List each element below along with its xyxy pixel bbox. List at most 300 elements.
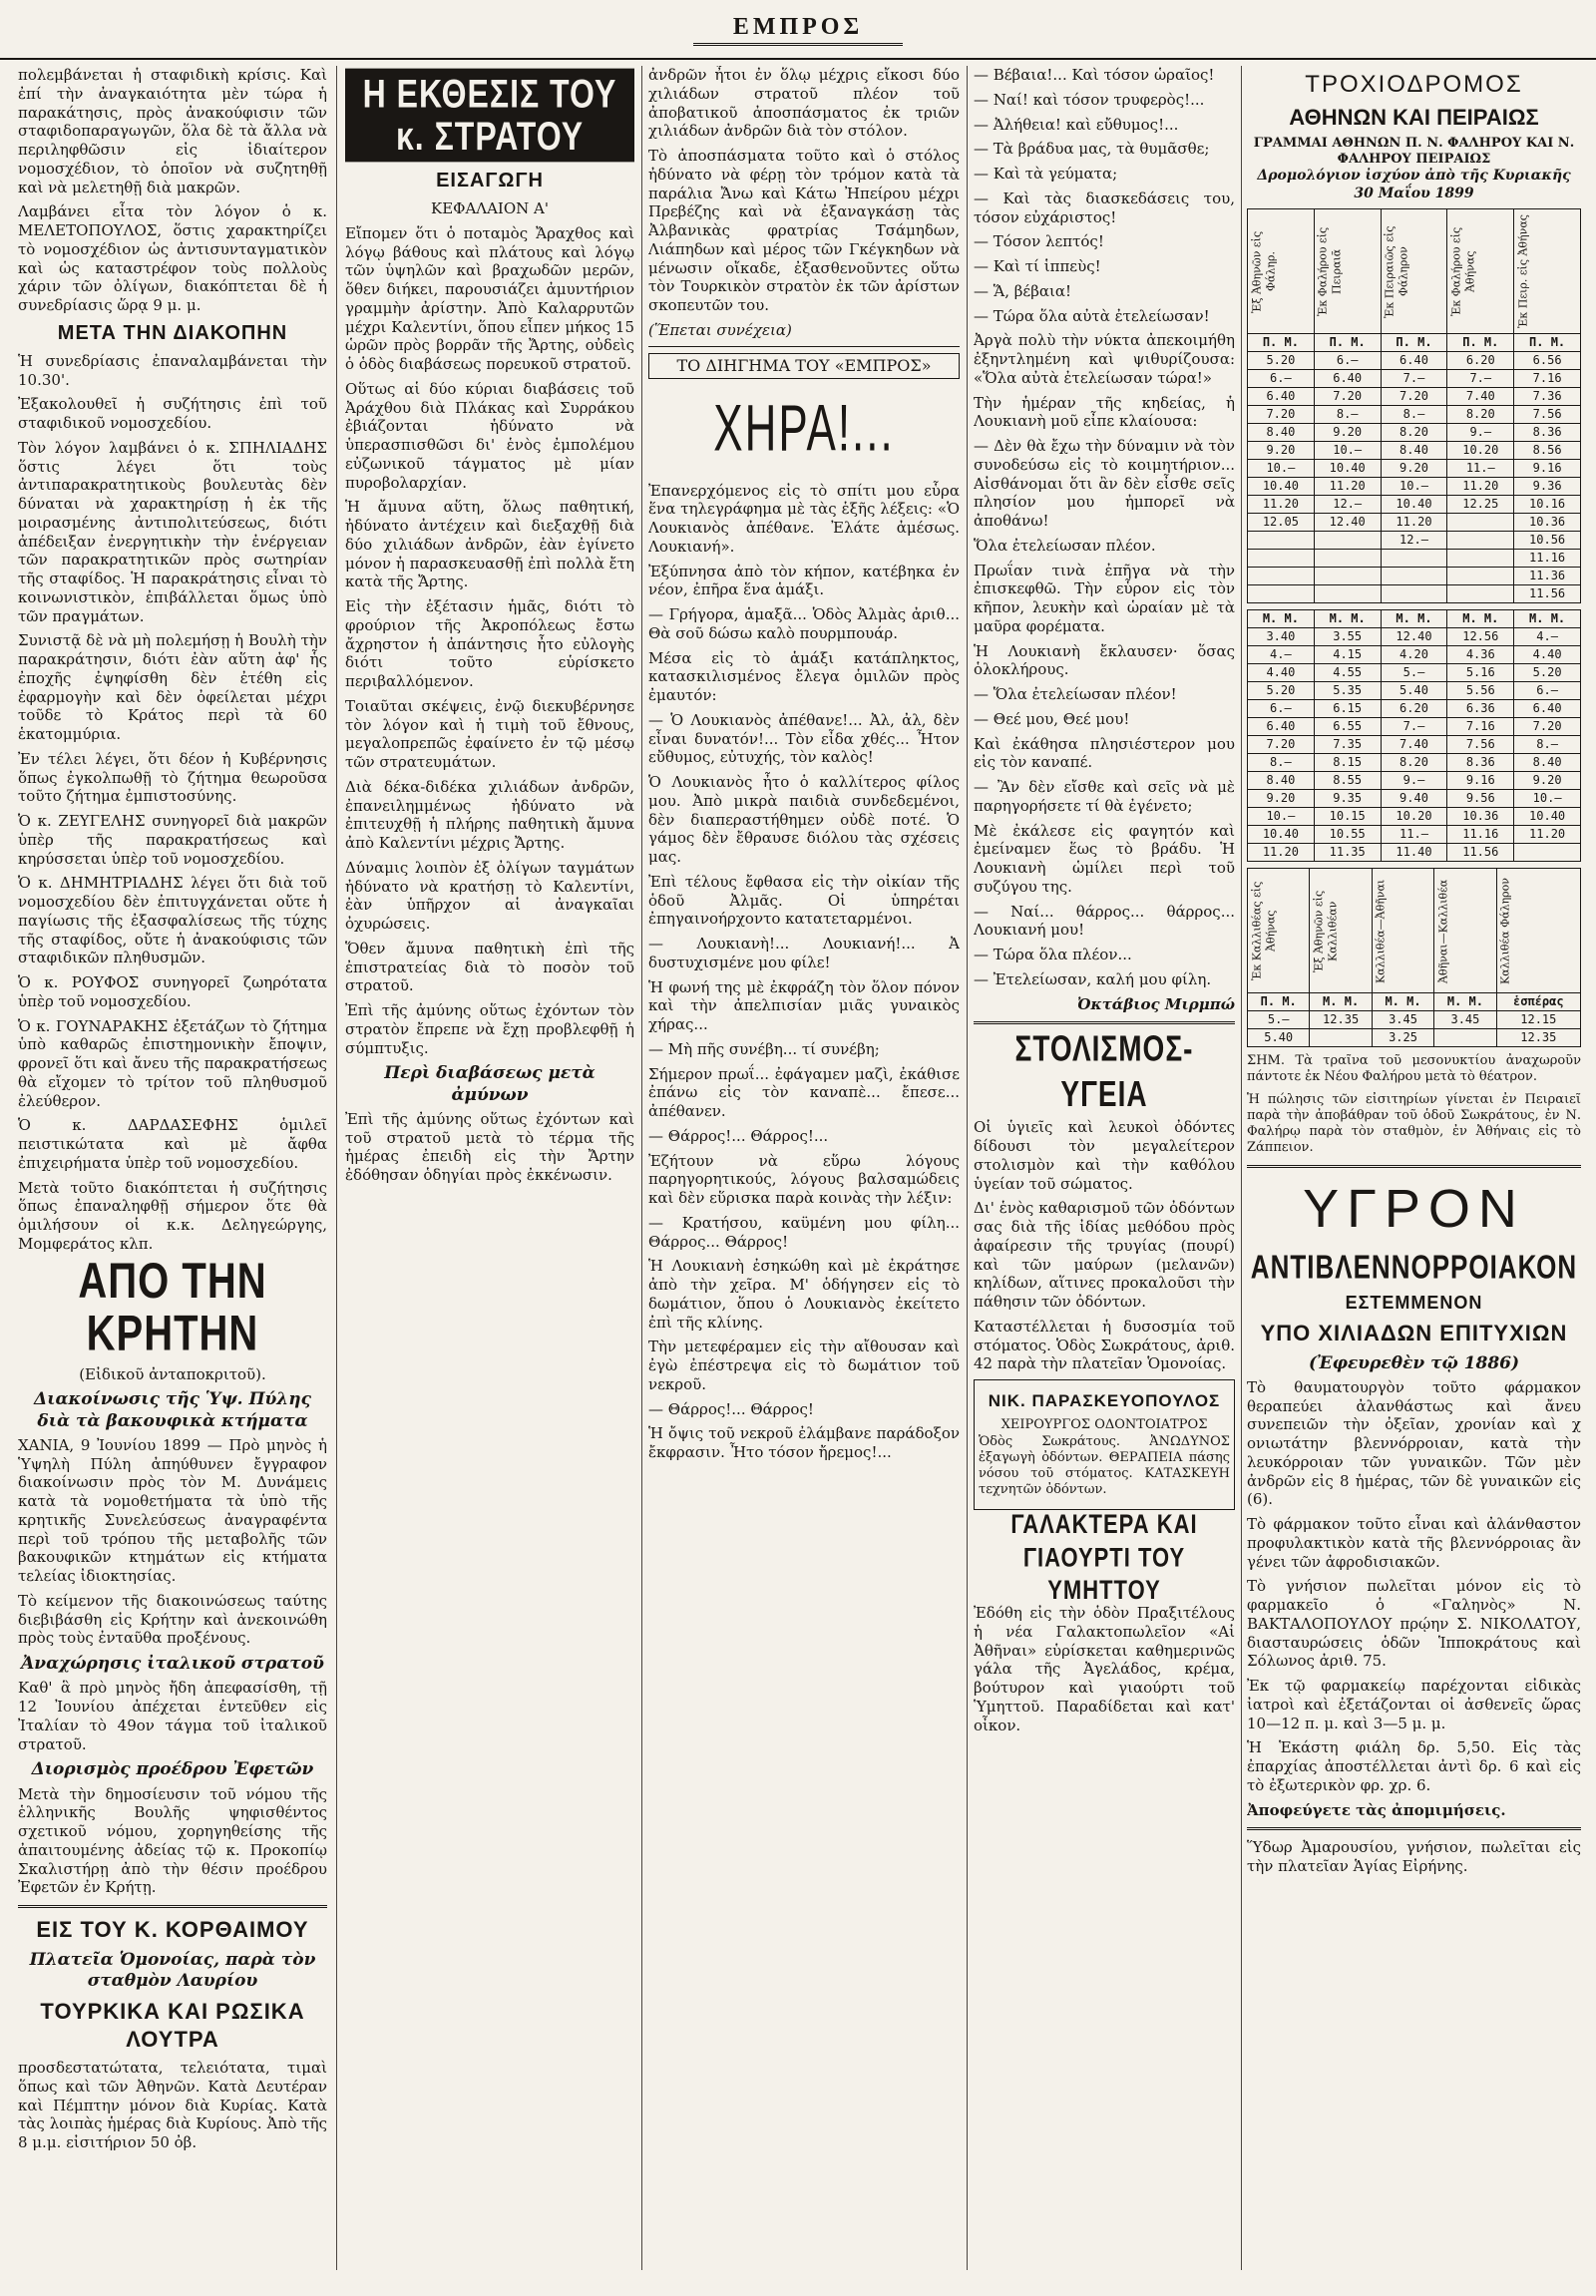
tram-heading: ΤΡΟΧΙΟΔΡΟΜΟΣ (1305, 71, 1523, 98)
timetable-cell: 10.55 (1314, 826, 1381, 844)
timetable-cell: 8.15 (1314, 754, 1381, 772)
paragraph: Εἰς τὴν ἐξέτασιν ἡμᾶς, διότι τὸ φρούριον τῆς Ἀκροπόλεως ἔστω ἄχρηστον ἡ ἀπάντησις ἦτο εὐλογὴς διότι τοῦτο εὑρίσκετο περιβαλλόμενον. (345, 597, 634, 691)
ad-title-2: ΑΝΤΙΒΛΕΝΝΟΡΡΟΙΑΚΟΝ (1250, 1247, 1578, 1287)
paragraph: Ἐδόθη εἰς τὴν ὁδὸν Πραξιτέλους ἡ νέα Γαλακτοπωλεῖον «Αἱ Ἀθῆναι» εὑρίσκεται καθημερινῶς γάλα τῆς Ἀγελάδος, κρέμα, βούτυρον καὶ γιαούρτι τοῦ Ὑμηττοῦ. Παραδίδεται καὶ κατ' οἶκον. (974, 1604, 1235, 1734)
paragraph: Μέσα εἰς τὸ ἁμάξι κατάπληκτος, κατασκιλισμένος ἔλεγα ὁμιλῶν πρὸς ἐμαυτόν: (648, 648, 960, 704)
timetable-cell: 6.20 (1381, 700, 1447, 718)
timetable-cell (1381, 568, 1447, 585)
timetable-cell: 8.20 (1381, 424, 1447, 442)
timetable-header: Π. Μ. (1514, 334, 1581, 352)
timetable-cell: 4.55 (1314, 664, 1381, 682)
timetable-cell: 5.20 (1514, 664, 1581, 682)
ad-text: Τὸ φάρμακον τοῦτο εἶναι καὶ ἀλάνθαστον προφυλακτικὸν κατὰ τῆς βλεννόρροιας ἂν γένει τῶν ἀφροδισιακῶν. (1247, 1515, 1581, 1571)
timetable-cell: 12.25 (1447, 496, 1514, 514)
timetable-header: Ἐκ Πειρ. εἰς Ἀθήνας (1514, 209, 1581, 334)
timetable-header: Ἐκ Φαλήρου εἰς Πειραιᾶ (1314, 209, 1381, 334)
paragraph: Τὴν ἡμέραν τῆς κηδείας, ἡ Λουκιανὴ μοῦ εἶπε κλαίουσα: (974, 393, 1235, 431)
dialogue-line: — Ἀλήθεια! καὶ εὔθυμος!... (974, 115, 1179, 134)
timetable-cell: 6.20 (1447, 352, 1514, 370)
timetable-row (1248, 646, 1581, 664)
timetable-cell (1447, 550, 1514, 568)
report-subheading: ΕΙΣΑΓΩΓΗ (436, 170, 544, 192)
chapter-heading: ΚΕΦΑΛΑΙΟΝ Α' (430, 199, 550, 218)
timetable-header: Ἐκ Πειραιῶς εἰς Φάληρον (1381, 209, 1447, 334)
timetable-cell (1434, 1029, 1496, 1047)
timetable-cell: 7.20 (1514, 718, 1581, 736)
divider (648, 346, 960, 347)
timetable-cell: 12.56 (1447, 628, 1514, 646)
timetable-row (1248, 478, 1581, 496)
paragraph: Πρωΐαν τινὰ ἐπῆγα νὰ τὴν ἐπισκεφθῶ. Τὴν εὗρον εἰς τὸν κῆπον, λευκὴν καὶ ὡραίαν μὲ τὰ μαῦρα φορέματα. (974, 561, 1235, 635)
timetable-cell: 11.— (1447, 460, 1514, 478)
paragraph: — Ἐτελείωσαν, καλή μου φίλη. (974, 969, 1212, 988)
column-3 (648, 66, 960, 2270)
paragraph: Ἐν τέλει λέγει, ὅτι δέον ἡ Κυβέρνησις ὅπως ἐγκολπωθῇ τὸ ζήτημα θεωροῦσα τοῦτο ζήτημα ἐμπιστοσύνης. (18, 749, 327, 806)
divider (1247, 1827, 1581, 1830)
column-4 (974, 66, 1235, 2270)
timetable-cell: 7.— (1381, 718, 1447, 736)
timetable-row (1248, 628, 1581, 646)
timetable-cell (1447, 532, 1514, 550)
masthead-rule (0, 58, 1596, 60)
dentist-ad (974, 1379, 1235, 1510)
paragraph: Ἐπὶ τέλους ἔφθασα εἰς τὴν οἰκίαν τῆς ὁδοῦ Ἀλμᾶς. Οἱ ὑπηρέται ἐπηγαινοήρχοντο κατατεταρμένοι. (648, 872, 960, 929)
timetable-cell: 8.40 (1248, 772, 1315, 790)
ad-text: Ὕδωρ Ἀμαρουσίου, γνήσιον, πωλεῖται εἰς τὴν πλατεῖαν Ἁγίας Εἰρήνης. (1247, 1838, 1581, 1875)
timetable-cell: 11.20 (1248, 844, 1315, 862)
timetable-cell: 11.16 (1514, 550, 1581, 568)
ad-tagline-2: ΥΠΟ ΧΙΛΙΑΔΩΝ ΕΠΙΤΥΧΙΩΝ (1260, 1321, 1568, 1345)
ad-heading: ΝΙΚ. ΠΑΡΑΣΚΕΥΟΠΟΥΛΟΣ (988, 1391, 1221, 1410)
paragraph: Τὸ ἀποσπάσματα τοῦτο καὶ ὁ στόλος ἠδύνατο νὰ φέρῃ τὸν τρόμον κατὰ τὰ παράλια Ἄνω καὶ Κάτω Ἠπείρου μέχρι Πρεβέζης καὶ νὰ ἐξαναγκάσῃ τὰς Ἀλβανικὰς φρατρίας Τσάμηδων, Λιάπηδων καὶ μέρος τῶν Γκέγκηδων νὰ μένωσιν οἴκαδε, ἐξασθενοῦντες οὕτω τὸν Τουρκικὸν στρατὸν ἐκ τῶν ἀρίστων σκοπευτῶν του. (648, 147, 960, 314)
timetable-cell (1447, 568, 1514, 585)
paragraph: — Ναί... θάρρος... θάρρος... Λουκιανή μου! (974, 902, 1235, 940)
paragraph: — Λουκιανὴ!... Λουκιανή!... Ἀ δυστυχισμένε μου φίλε! (648, 935, 960, 971)
timetable-cell: 5.40 (1248, 1029, 1310, 1047)
timetable-cell: 6.40 (1248, 388, 1315, 406)
timetable-header: Μ. Μ. (1372, 993, 1433, 1011)
paragraph: Ἡ φωνή της μὲ ἐκφράζη τὸν ὅλον πόνον καὶ τὴν ἀπελπισίαν μιᾶς γυναικὸς χήρας... (648, 977, 960, 1033)
paragraph: Εἴπομεν ὅτι ὁ ποταμὸς Ἄραχθος καὶ λόγῳ βάθους καὶ πλάτους καὶ λόγῳ τῶν ὑψηλῶν καὶ βραχωδῶν μερῶν, ὅθεν διήκει, παρουσιάζει ἀμυντήριον γραμμὴν ἀρίστην. Ἀπὸ Καλαρρυτῶν μέχρι Καλεντίνι, ὅπου εἶπεν μήκος 15 ὡρῶν πρὸς βορρᾶν τῆς Ἄρτης, οὐδεὶς ὁ ὁδὸς διαβάσεως πορευκοῦ στρατοῦ. (345, 223, 634, 374)
timetable-cell: 4.20 (1381, 646, 1447, 664)
timetable-cell: 8.— (1514, 736, 1581, 754)
paragraph: Ὁ Λουκιανὸς ἦτο ὁ καλλίτερος φίλος μου. Ἀπὸ μικρὰ παιδιὰ συνδεδεμένοι, δὲν διαπεραστήθημεν οὐδὲ ποτέ. Ὁ γάμος δὲν ἔθραυσε διόλου τὰς σχέσεις μας. (648, 773, 960, 866)
paragraph: Τὸ κείμενον τῆς διακοινώσεως ταύτης διεβιβάσθη εἰς Κρήτην καὶ ἀνεκοινώθη πρὸς τοὺς ἐνταῦθα προξένους. (18, 1591, 327, 1648)
timetable-cell: 7.20 (1381, 388, 1447, 406)
author-signature: Ὀκτάβιος Μιρμπώ (1076, 994, 1235, 1013)
timetable-cell: 8.40 (1248, 424, 1315, 442)
column-5 (1247, 66, 1581, 2270)
timetable-cell: 3.40 (1248, 628, 1315, 646)
timetable-cell: 7.36 (1514, 388, 1581, 406)
ad-subheading: ΧΕΙΡΟΥΡΓΟΣ ΟΔΟΝΤΟΙΑΤΡΟΣ (1000, 1417, 1208, 1433)
timetable-header: Μ. Μ. (1314, 610, 1381, 628)
timetable-row (1248, 406, 1581, 424)
dialogue-line: — Καὶ τί ἱππεὺς! (974, 257, 1101, 275)
timetable-cell: 9.16 (1514, 460, 1581, 478)
timetable-cell: 3.25 (1372, 1029, 1433, 1047)
paragraph: Οὕτως αἱ δύο κύριαι διαβάσεις τοῦ Ἀράχθου διὰ Πλάκας καὶ Συρράκου ἐβιάζονται ἡδύνατο νὰ ὑπερασπισθῶσι δι' ἑνὸς ἐμπολέμου εὐζωνικοῦ τάγματος μὲ μίαν πυροβολαρχίαν. (345, 379, 634, 492)
section-heading: ΜΕΤΑ ΤΗΝ ΔΙΑΚΟΠΗΝ (57, 321, 288, 344)
divider (18, 1905, 327, 1908)
ticket-note: Ἡ πώλησις τῶν εἰσιτηρίων γίνεται ἐν Πειραιεῖ παρὰ τὴν ἀποβάθραν τοῦ ὁδοῦ Σωκράτους, ἐν Ν. Φαλήρῳ παρὰ τὸν σταθμὸν, ἐν Ἀθήναις εἰς τὸ Ζάππειον. (1247, 1091, 1581, 1156)
paragraph: Τὴν μετεφέραμεν εἰς τὴν αἴθουσαν καὶ ἐγὼ ἐπέστρεψα εἰς τὸ δωμάτιον τοῦ νεκροῦ. (648, 1338, 960, 1393)
timetable-cell: 5.20 (1248, 682, 1315, 700)
paragraph: — Θάρρος!... Θάρρος! (648, 1399, 814, 1418)
timetable-cell: 5.40 (1381, 682, 1447, 700)
article-heading: Ἀναχώρησις ἰταλικοῦ στρατοῦ (21, 1654, 324, 1674)
timetable-cell: 8.40 (1514, 754, 1581, 772)
paragraph: ἀνδρῶν ἦτοι ἐν ὅλῳ μέχρις εἴκοσι δύο χιλιάδων στρατοῦ πλέον τοῦ ἀποβατικοῦ ἀποσπάσματος ἐκ τριῶν χιλιάδων ἀνδρῶν διὰ τὸν στόλον. (648, 66, 960, 141)
timetable-header: Μ. Μ. (1381, 610, 1447, 628)
paragraph: Σήμερον πρωΐ... ἐφάγαμεν μαζὶ, ἐκάθισε ἐπάνω εἰς τὸν καναπὲ... ἔπεσε... ἀπέθανεν. (648, 1064, 960, 1120)
article-heading: Διακοίνωσις τῆς Ὑψ. Πύλης διὰ τὰ βακουφικὰ κτήματα (34, 1389, 311, 1431)
timetable-cell: 4.— (1514, 628, 1581, 646)
timetable-header: Μ. Μ. (1310, 993, 1372, 1011)
timetable-cell: 3.45 (1434, 1011, 1496, 1029)
timetable-cell: 6.40 (1514, 700, 1581, 718)
timetable-cell: 4.15 (1314, 646, 1381, 664)
to-be-continued: (Ἕπεται συνέχεια) (648, 320, 792, 339)
paragraph: Τοιαῦται σκέψεις, ἐνῷ διεκυβέρνησε τὸν λόγον καὶ ἡ τιμὴ τοῦ ἔθνους, μεγαλοπρεπῶς ἐφαίνετο ἐν τῷ μέσῳ τῶν στρατευμάτων. (345, 696, 634, 772)
paragraph: Ὅλα ἐτελείωσαν πλέον. (974, 536, 1156, 555)
timetable-header: Μ. Μ. (1434, 993, 1496, 1011)
timetable-cell: 8.20 (1447, 406, 1514, 424)
timetable-kallithea (1247, 868, 1581, 1047)
timetable-cell: 10.36 (1514, 514, 1581, 532)
dialogue-line: — Τώρα ὅλα αὐτὰ ἐτελείωσαν! (974, 306, 1210, 325)
timetable-row (1248, 790, 1581, 808)
timetable-cell: 10.40 (1248, 478, 1315, 496)
timetable-cell: 9.40 (1381, 790, 1447, 808)
paragraph: Ἡ Λουκιανὴ ἐσηκώθη καὶ μὲ ἐκράτησε ἀπὸ τὴν χεῖρα. Μ' ὁδήγησεν εἰς τὸ δωμάτιον, ὅπου ὁ Λουκιανὸς ἐκείτετο ἐπὶ τῆς κλίνης. (648, 1257, 960, 1332)
paragraph: Ὁ κ. ΔΑΡΔΑΣΕΦΗΣ ὁμιλεῖ πειστικώτατα καὶ μὲ ἄφθα ἐπιχειρήματα ὑπὲρ τοῦ νομοσχεδίου. (18, 1116, 327, 1172)
timetable-cell: 6.36 (1447, 700, 1514, 718)
paragraph: Ἡ Λουκιανὴ ἔκλαυσεν· ὅσας ὁλοκλήρους. (974, 641, 1235, 679)
paragraph: Οἱ ὑγιεῖς καὶ λευκοὶ ὀδόντες δίδουσι τὸν μεγαλείτερον στολισμὸν καὶ τὴν καθόλου ὑγείαν τοῦ σώματος. (974, 1118, 1235, 1193)
timetable-afternoon (1247, 609, 1581, 862)
timetable-cell (1381, 585, 1447, 603)
timetable-cell: 3.45 (1372, 1011, 1433, 1029)
timetable-cell: 12.— (1314, 496, 1381, 514)
timetable-cell: 9.20 (1314, 424, 1381, 442)
ad-title: ΥΓΡΟΝ (1303, 1178, 1525, 1239)
timetable-header: ἑσπέρας (1496, 993, 1580, 1011)
paragraph: — Ὅλα ἐτελείωσαν πλέον! (974, 685, 1177, 703)
paragraph: — Ὁ Λουκιανὸς ἀπέθανε!... Ἀλ, ἀλ, δὲν εἶναι δυνατόν!... Τὸν εἶδα χθές... Ἦτον εὔθυμος, εὐτυχής, τὸν καλὸς! (648, 710, 960, 767)
timetable-cell: 10.— (1248, 808, 1315, 826)
timetable-cell: 8.56 (1514, 442, 1581, 460)
timetable-cell: 10.40 (1314, 460, 1381, 478)
timetable-row (1248, 442, 1581, 460)
timetable-cell: 5.20 (1248, 352, 1315, 370)
paragraph: πολεμβάνεται ἡ σταφιδικὴ κρίσις. Καὶ ἐπί τὴν ἀναγκαιότητα μὲν τώρα ἡ παρακάτησις, πρὸς ἀνακούφισιν τῶν σταφιδοπαραγωγῶν, ὅλα δὲ τὰ ἄλλα νὰ περιληφθῶσιν εἰς ἰδιαίτερον νομοσχέδιον, τὸ ὁποῖον νὰ συζητηθῇ καὶ νὰ μελετηθῇ διὰ μακρῶν. (18, 66, 327, 196)
timetable-cell: 9.56 (1447, 790, 1514, 808)
timetable-cell: 7.56 (1514, 406, 1581, 424)
timetable-cell: 5.16 (1447, 664, 1514, 682)
timetable-cell: 8.36 (1514, 424, 1581, 442)
timetable-cell: 7.56 (1447, 736, 1514, 754)
timetable-note: ΣΗΜ. Τὰ τραῖνα τοῦ μεσονυκτίου ἀναχωροῦν πάντοτε ἐκ Νέου Φαλήρου μετὰ τὸ θέατρον. (1247, 1053, 1581, 1085)
article-heading: Περὶ διαβάσεως μετὰ ἀμύνων (384, 1063, 596, 1105)
timetable-cell: 11.— (1381, 826, 1447, 844)
column-divider (967, 66, 968, 2270)
paragraph: Ἐξακολουθεῖ ἡ συζήτησις ἐπὶ τοῦ σταφιδικοῦ νομοσχεδίου. (18, 395, 327, 432)
paragraph: Ὁ κ. ΖΕΥΓΕΛΗΣ συνηγορεῖ διὰ μακρῶν ὑπὲρ τῆς παρακρατήσεως καὶ κηρύσσεται ὑπὲρ τοῦ νομοσχεδίου. (18, 812, 327, 868)
timetable-cell: 6.— (1314, 352, 1381, 370)
timetable-row (1248, 772, 1581, 790)
paragraph: Ἀργὰ πολὺ τὴν νύκτα ἀπεκοιμήθη ἐξηντλημένη καὶ ψιθυρίζουσα: «Ὅλα αὐτὰ ἐτελείωσαν τώρα!» (974, 331, 1235, 387)
article-heading: Διορισμὸς προέδρου Ἐφετῶν (31, 1759, 314, 1780)
paragraph: Ὁ κ. ΡΟΥΦΟΣ συνηγορεῖ ζωηρότατα ὑπὲρ τοῦ νομοσχεδίου. (18, 973, 327, 1010)
timetable-header: Μ. Μ. (1248, 610, 1315, 628)
timetable-cell: 12.— (1381, 532, 1447, 550)
timetable-row (1248, 844, 1581, 862)
paragraph: — Μὴ πῆς συνέβη... τί συνέβη; (648, 1039, 880, 1058)
timetable-header: Ἐκ Φαλήρου εἰς Ἀθήνας (1447, 209, 1514, 334)
timetable-header: Π. Μ. (1248, 993, 1310, 1011)
timetable-cell: 6.— (1248, 700, 1315, 718)
timetable-cell: 11.20 (1381, 514, 1447, 532)
ad-heading: ΤΟΥΡΚΙΚΑ ΚΑΙ ΡΩΣΙΚΑ ΛΟΥΤΡΑ (40, 1999, 305, 2052)
dairy-heading: ΓΑΛΑΚΤΕΡΑ ΚΑΙ ΓΙΑΟΥΡΤΙ ΤΟΥ ΥΜΗΤΤΟΥ (1010, 1508, 1198, 1605)
timetable-cell: 10.40 (1248, 826, 1315, 844)
timetable-cell: 7.20 (1314, 388, 1381, 406)
timetable-row (1248, 682, 1581, 700)
paragraph: Ἐξύπνησα ἀπὸ τὸν κήπον, κατέβηκα ἐν νέον, ἐπῆρα ἕνα ἁμάξι. (648, 562, 960, 599)
timetable-row (1248, 718, 1581, 736)
paragraph: Μετὰ τὴν δημοσίευσιν τοῦ νόμου τῆς ἑλληνικῆς Βουλῆς ψηφισθέντος σχετικοῦ νόμου, χορηγηθείσης τῆς ἀπαιτουμένης ἀδείας τῷ κ. Προκοπίῳ Σκαλιστήρῃ ἀπὸ τὴν θέσιν προέδρου Ἐφετῶν ἐν Κρήτῃ. (18, 1784, 327, 1897)
timetable-cell: 12.40 (1381, 628, 1447, 646)
paragraph: Συνιστᾷ δὲ νὰ μὴ πολεμήσῃ ἡ Βουλὴ τὴν παρακράτησιν, διότι ἐὰν αὕτη ἀφ' ἧς ἐποχῆς ἐψηφίσθη δὲν ἐτέθη εἰς ἐφαρμογὴν καὶ δὲν ὀφείλεται μέχρι τοῦδε τὸ Κράτος περὶ τὰ 60 ἑκατομμύρια. (18, 631, 327, 743)
ad-subheading: Πλατεῖα Ὁμονοίας, παρὰ τὸν σταθμὸν Λαυρίου (29, 1949, 316, 1991)
dialogue-line: — Τόσον λεπτός! (974, 232, 1104, 251)
timetable-cell: 10.20 (1447, 442, 1514, 460)
timetable-cell: 7.— (1381, 370, 1447, 388)
paragraph: — Ἂν δὲν εἴσθε καὶ σεῖς νὰ μὲ παρηγορήσετε τί θὰ ἐγένετο; (974, 778, 1235, 815)
timetable-cell: 8.20 (1381, 754, 1447, 772)
timetable-row (1248, 460, 1581, 478)
paragraph: Τὸν λόγον λαμβάνει ὁ κ. ΣΠΗΛΙΑΔΗΣ ὅστις λέγει ὅτι τοὺς ἀντιπαρακρατητικοὺς βουλευτὰς δὲν δύναται νὰ χαρακτηρίσῃ ἡ ἐκ τῆς μοιρασμένης ἀντιπολιτεύσεως, διότι ἀπέδειξαν ἐνεργητικὴν τὴν ἐνέργειαν τῶν παρακρατητικῶν πρὸς σωτηρίαν τῆς σταφίδος. Ἡ παρακράτησις εἶναι τὸ κοινωνιστικὸν, ἐπιβάλλεται ὅμως ὑπὸ τῶν πραγμάτων. (18, 438, 327, 625)
section-heading: ΣΤΟΛΙΣΜΟΣ-ΥΓΕΙΑ (1014, 1028, 1194, 1115)
ad-heading: ΕΙΣ ΤΟΥ Κ. ΚΟΡΘΑΙΜΟΥ (36, 1917, 309, 1942)
report-heading: Η ΕΚΘΕΣΙΣ ΤΟΥ κ. ΣΤΡΑΤΟΥ (345, 69, 634, 163)
timetable-row (1248, 568, 1581, 585)
timetable-cell: 7.40 (1381, 736, 1447, 754)
timetable-header: Καλλιθέα—Ἀθῆναι (1372, 869, 1433, 993)
timetable-cell (1447, 585, 1514, 603)
correspondent-note: (Εἰδικοῦ ἀνταποκριτοῦ). (79, 1364, 266, 1383)
ad-text: Ἐκ τῷ φαρμακείῳ παρέχονται εἰδικὰς ἰατροὶ καὶ ἐξετάζονται οἱ ἀσθενεῖς ὥρας 10—12 π. μ. καὶ 3—5 μ. μ. (1247, 1677, 1581, 1732)
timetable-cell: 12.40 (1314, 514, 1381, 532)
timetable-cell: 12.35 (1496, 1029, 1580, 1047)
timetable-cell: 10.56 (1514, 532, 1581, 550)
column-divider (641, 66, 642, 2270)
timetable-cell (1248, 585, 1315, 603)
timetable-cell: 8.36 (1447, 754, 1514, 772)
dialogue-line: — Καὶ τὰ γεύματα; (974, 165, 1118, 183)
timetable-cell: 12.35 (1310, 1011, 1372, 1029)
timetable-cell: 4.40 (1248, 664, 1315, 682)
timetable-cell (1248, 532, 1315, 550)
timetable-cell: 11.35 (1314, 844, 1381, 862)
timetable-cell: 4.36 (1447, 646, 1514, 664)
column-1 (18, 66, 327, 2270)
paragraph: Ἡ ἄμυνα αὕτη, ὅλως παθητική, ἠδύνατο ἀντέχειν καὶ διεξαχθῇ διὰ δύο χιλιάδων ἀνδρῶν, ἐὰν ἐγίνετο μόνον ἡ παρασκευασθῇ ἐπὶ πολλὰ ἔτη κατὰ τῆς Ἄρτης. (345, 498, 634, 591)
timetable-cell: 10.36 (1447, 808, 1514, 826)
timetable-cell: 5.35 (1314, 682, 1381, 700)
timetable-row (1248, 808, 1581, 826)
tram-subheading: ΑΘΗΝΩΝ ΚΑΙ ΠΕΙΡΑΙΩΣ (1289, 105, 1539, 130)
timetable-cell: 9.— (1381, 772, 1447, 790)
timetable-header: Π. Μ. (1314, 334, 1381, 352)
timetable-cell: 10.— (1314, 442, 1381, 460)
timetable-row (1248, 532, 1581, 550)
timetable-row (1248, 424, 1581, 442)
timetable-row (1248, 496, 1581, 514)
paragraph: Ἐζήτουν νὰ εὕρω λόγους παρηγορητικούς, λόγους βαλσαμώδεις καὶ δὲν εὕρισκα παρὰ κοινὰς τὴν λέξιν: (648, 1151, 960, 1207)
timetable-row (1248, 1029, 1581, 1047)
timetable-cell: 12.15 (1496, 1011, 1580, 1029)
paragraph: — Γρήγορα, ἁμαξᾶ... Ὁδὸς Ἀλμὰς ἀριθ... Θὰ σοῦ δώσω καλὸ πουρμπουάρ. (648, 605, 960, 642)
timetable-cell: 5.56 (1447, 682, 1514, 700)
ad-text: Τὸ γνήσιον πωλεῖται μόνον εἰς τὸ φαρμακεῖο ὁ «Γαληνὸς» Ν. ΒΑΚΤΑΛΟΠΟΥΛΟΥ πρῴην Σ. ΝΙΚΟΛΑΤΟΥ, διασταυρώσεις ὁδῶν Ἱπποκράτους καὶ Σόλωνος ἀριθ. 75. (1247, 1577, 1581, 1671)
timetable-cell: 4.— (1248, 646, 1315, 664)
paragraph: — Θεέ μου, Θεέ μου! (974, 709, 1130, 728)
timetable-cell: 11.40 (1381, 844, 1447, 862)
paragraph: Δύναμις λοιπὸν ἐξ ὀλίγων ταγμάτων ἠδύνατο νὰ κρατήσῃ τὸ Καλεντίνι, ἐὰν ὑπῆρχον αἱ ἀναγκαῖαι ὀχυρώσεις. (345, 858, 634, 934)
ad-date: (Ἐφευρεθὲν τῷ 1886) (1308, 1352, 1520, 1373)
timetable-cell: 9.20 (1248, 442, 1315, 460)
timetable-cell: 5.— (1248, 1011, 1310, 1029)
timetable-row (1248, 1011, 1581, 1029)
ad-warning: Ἀποφεύγετε τὰς ἀπομιμήσεις. (1247, 1800, 1506, 1819)
paragraph: Καὶ ἐκάθησα πλησιέστερον μου εἰς τὸν καναπέ. (974, 734, 1235, 772)
timetable-cell: 7.20 (1248, 406, 1315, 424)
timetable-cell: 11.56 (1447, 844, 1514, 862)
paragraph: Μετὰ τοῦτο διακόπτεται ἡ συζήτησις ὅπως ἐπαναληφθῇ σήμερον ὅτε θὰ ὁμιλήσουν οἱ κ.κ. Δεληγεώργης, Μομφεράτος κλπ. (18, 1178, 327, 1253)
ad-text: Ὁδὸς Σωκράτους. ἈΝΩΔΥΝΟΣ ἐξαγωγὴ ὀδόντων. ΘΕΡΑΠΕΙΑ πάσης νόσου τοῦ στόματος. ΚΑΤΑΣΚΕΥΗ τεχνητῶν ὀδόντων. (979, 1433, 1230, 1498)
timetable-row (1248, 754, 1581, 772)
ad-text: προσδεστατώτατα, τελειότατα, τιμαὶ ὅπως καὶ τῶν Ἀθηνῶν. Κατὰ Δευτέραν καὶ Πέμπτην μόνον διὰ Κυρίας. Κατὰ τὰς λοιπὰς ἡμέρας διὰ Κυρίους. Ἀπὸ τῆς 8 μ.μ. εἰσιτήριον 50 ὀβ. (18, 2059, 327, 2151)
timetable-cell: 7.35 (1314, 736, 1381, 754)
timetable-cell: 8.— (1248, 754, 1315, 772)
timetable-cell: 6.15 (1314, 700, 1381, 718)
paragraph: Ἡ συνεδρίασις ἐπαναλαμβάνεται τὴν 10.30'. (18, 351, 327, 389)
paragraph: — Δὲν θὰ ἔχω τὴν δύναμιν νὰ τὸν συνοδεύσω εἰς τὸ κοιμητήριον... Αἰσθάνομαι ὅτι ἂν δὲν εἶσθε σεῖς πλησίον μου ἠμπορεῖ νὰ ἀποθάνω! (974, 437, 1235, 530)
ad-tagline: ΕΣΤΕΜΜΕΝΟΝ (1345, 1292, 1483, 1313)
timetable-cell: 11.20 (1447, 478, 1514, 496)
timetable-cell: 4.40 (1514, 646, 1581, 664)
tram-lines: ΓΡΑΜΜΑΙ ΑΘΗΝΩΝ Π. Ν. ΦΑΛΗΡΟΥ ΚΑΙ Ν. ΦΑΛΗΡΟΥ ΠΕΙΡΑΙΩΣ (1253, 135, 1575, 167)
timetable-header: Π. Μ. (1447, 334, 1514, 352)
serial-heading: ΤΟ ΔΙΗΓΗΜΑ ΤΟΥ «ΕΜΠΡΟΣ» (648, 353, 960, 379)
paragraph: Διὰ δέκα-διδέκα χιλιάδων ἀνδρῶν, ἐπανειλημμένως ἠδύνατο νὰ ἐπιτευχθῇ ἡ πλήρης παθητικὴ ἄμυνα ἀπὸ Καλεντίνι μέχρις Ἄρτης. (345, 777, 634, 853)
timetable-cell: 6.40 (1248, 718, 1315, 736)
timetable-row (1248, 664, 1581, 682)
timetable-cell (1248, 568, 1315, 585)
newspaper-title: ΕΜΠΡΟΣ (693, 14, 903, 46)
timetable-header: Π. Μ. (1248, 334, 1315, 352)
paragraph: — Κρατήσου, καϋμένη μου φίλη... Θάρρος... Θάρρος! (648, 1213, 960, 1251)
column-2 (345, 66, 634, 2270)
timetable-cell: 6.55 (1314, 718, 1381, 736)
masthead (0, 0, 1596, 60)
timetable-header: Καλλιθέα Φάληρον (1496, 869, 1580, 993)
dialogue-line: — Βέβαια!... Καὶ τόσον ὡραῖος! (974, 66, 1215, 84)
timetable-cell: 3.55 (1314, 628, 1381, 646)
timetable-cell (1314, 568, 1381, 585)
tram-validity: Δρομολόγιον ἰσχύον ἀπὸ τῆς Κυριακῆς 30 Μαΐου 1899 (1257, 168, 1571, 201)
timetable-cell (1314, 585, 1381, 603)
timetable-header: Ἐξ Ἀθηνῶν εἰς Καλλιθέαν (1310, 869, 1372, 993)
ad-text: Τὸ θαυματουργὸν τοῦτο φάρμακον θεραπεύει ἀλανθάστως καὶ ἄνευ συνεπειῶν τὴν ὀξεῖαν, χρονίαν καὶ χ ονιωτάτην βλεννόρροιαν, κατὰ τὴν λευκόρροιαν τῶν γυναικῶν. Τῶν μὲν ἀνδρῶν εἰς 8 ἡμέρας, τῶν δὲ γυναικῶν εἰς (6). (1247, 1377, 1581, 1509)
timetable-header: Μ. Μ. (1514, 610, 1581, 628)
timetable-header: Π. Μ. (1381, 334, 1447, 352)
timetable-row (1248, 388, 1581, 406)
dialogue-line: — Ἅ, βέβαια! (974, 281, 1072, 300)
dialogue-line: — Ναί! καὶ τόσον τρυφερὸς!... (974, 90, 1205, 109)
timetable-morning (1247, 208, 1581, 603)
timetable-cell: 6.40 (1381, 352, 1447, 370)
timetable-cell: 10.40 (1381, 496, 1447, 514)
timetable-cell (1381, 550, 1447, 568)
paragraph: Δι' ἑνὸς καθαρισμοῦ τῶν ὀδόντων σας διὰ τῆς ἰδίας μεθόδου πρὸς ἀφαίρεσιν τῆς τρυγίας (πουρί) καὶ τῶν μαύρων (μελανῶν) κηλίδων, αἵτινες προκαλοῦσι τὴν πάθησιν τῶν ὀδόντων. (974, 1199, 1235, 1311)
timetable-cell: 8.— (1314, 406, 1381, 424)
timetable-cell: 8.40 (1381, 442, 1447, 460)
timetable-cell (1514, 844, 1581, 862)
timetable-cell: 11.20 (1514, 826, 1581, 844)
crete-heading: ΑΠΟ ΤΗΝ ΚΡΗΤΗΝ (78, 1253, 267, 1361)
paragraph: Ὅθεν ἄμυνα παθητικὴ ἐπὶ τῆς ἐπιστρατείας διὰ τὸ ποσὸν τοῦ στρατοῦ. (345, 939, 634, 995)
timetable-cell: 11.16 (1447, 826, 1514, 844)
paragraph: Ἐπὶ τῆς ἀμύνης οὕτως ἐχόντων τὸν στρατὸν ἔπρεπε νὰ ἔχῃ προβλεφθῇ ἡ σύμπτυξις. (345, 1001, 634, 1057)
ad-text: Ἡ Ἑκάστη φιάλη δρ. 5,50. Εἰς τὰς ἐπαρχίας ἀποστέλλεται ἀντὶ δρ. 6 καὶ εἰς τὸ ἐξωτερικὸν φρ. χρ. 6. (1247, 1738, 1581, 1794)
paragraph: Ὁ κ. ΔΗΜΗΤΡΙΑΔΗΣ λέγει ὅτι διὰ τοῦ νομοσχεδίου δὲν ἐπιτυγχάνεται οὔτε ἡ παγίωσις τῆς ἐξασφαλίσεως τῆς τύχης τῆς σταφίδος, οὔτε ἡ ἀνακούφισις τῶν σταφιδικῶν πληθυσμῶν. (18, 874, 327, 967)
paragraph: Καθ' ἃ πρὸ μηνὸς ἤδη ἀπεφασίσθη, τῇ 12 Ἰουνίου ἀπέχεται ἐντεῦθεν εἰς Ἰταλίαν τὸ 49ον τάγμα τοῦ ἰταλικοῦ στρατοῦ. (18, 1679, 327, 1753)
timetable-row (1248, 700, 1581, 718)
timetable-cell: 9.16 (1447, 772, 1514, 790)
timetable-cell: 9.20 (1248, 790, 1315, 808)
timetable-cell: 9.20 (1514, 772, 1581, 790)
timetable-cell: 9.20 (1381, 460, 1447, 478)
timetable-cell: 10.40 (1514, 808, 1581, 826)
timetable-cell: 10.20 (1381, 808, 1447, 826)
timetable-header: Ἐκ Καλλιθέας εἰς Ἀθήνας (1248, 869, 1310, 993)
timetable-header: Ἐξ Ἀθηνῶν εἰς Φάληρ. (1248, 209, 1315, 334)
timetable-cell (1248, 550, 1315, 568)
timetable-row (1248, 826, 1581, 844)
timetable-cell: 10.— (1514, 790, 1581, 808)
timetable-row (1248, 550, 1581, 568)
timetable-cell: 11.20 (1248, 496, 1315, 514)
timetable-cell: 7.16 (1447, 718, 1514, 736)
timetable-cell: 9.— (1447, 424, 1514, 442)
timetable-cell: 9.36 (1514, 478, 1581, 496)
timetable-cell: 9.35 (1314, 790, 1381, 808)
timetable-cell: 10.16 (1514, 496, 1581, 514)
timetable-cell: 10.15 (1314, 808, 1381, 826)
timetable-cell: 11.36 (1514, 568, 1581, 585)
timetable-cell: 8.— (1381, 406, 1447, 424)
dialogue-line: — Καὶ τὰς διασκεδάσεις του, τόσον εὐχάριστος! (974, 189, 1235, 226)
paragraph: Ἐπανερχόμενος εἰς τὸ σπίτι μου εὗρα ἕνα τηλεγράφημα μὲ τὰς ἑξῆς λέξεις: «Ὁ Λουκιανὸς ἀπέθανε. Ἐλάτε ἀμέσως. Λουκιανή». (648, 481, 960, 556)
timetable-header: Ἀθῆναι—Καλλιθέα (1434, 869, 1496, 993)
story-title: ΧΗΡΑ!... (713, 391, 895, 465)
divider (974, 1021, 1235, 1024)
paragraph: Καταστέλλεται ἡ δυσοσμία τοῦ στόματος. Ὁδὸς Σωκράτους, ἀριθ. 42 παρὰ τὴν πλατεῖαν Ὁμονοίας. (974, 1317, 1235, 1373)
timetable-cell (1310, 1029, 1372, 1047)
